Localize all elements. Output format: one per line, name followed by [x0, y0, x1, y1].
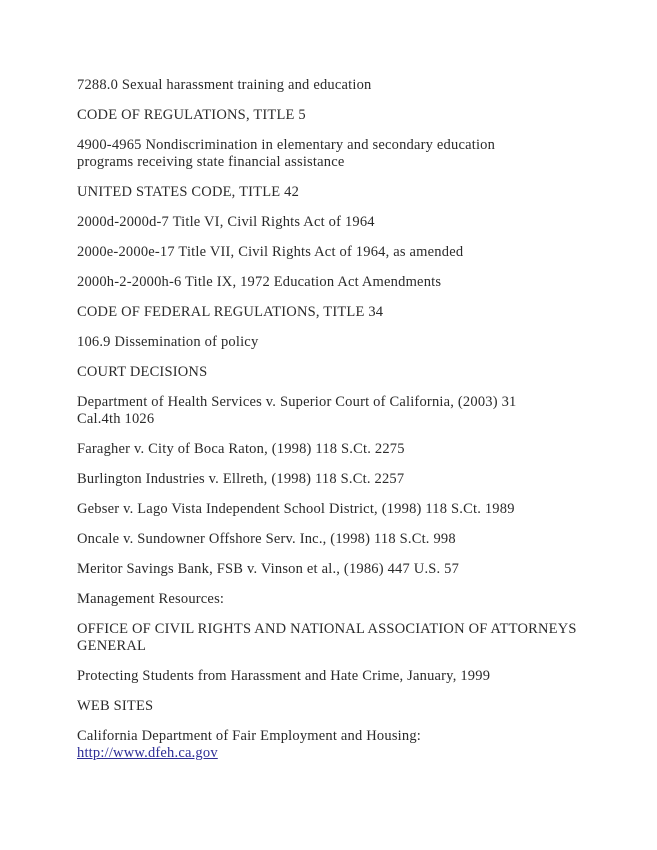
text-line: Cal.4th 1026	[77, 411, 155, 427]
text-line: OFFICE OF CIVIL RIGHTS AND NATIONAL ASSOCIATION OF ATTORNEYS	[77, 621, 577, 637]
text-line: 4900-4965 Nondiscrimination in elementary and secondary education	[77, 137, 496, 153]
text-line: Burlington Industries v. Ellreth, (1998) 118 S.Ct. 2257	[77, 471, 405, 487]
heading-cfr-title34	[77, 304, 617, 321]
text-line: CODE OF FEDERAL REGULATIONS, TITLE 34	[77, 304, 384, 320]
text-line: 106.9 Dissemination of policy	[77, 334, 259, 350]
paragraph-statute-4900-4965	[77, 137, 617, 171]
paragraph-website-dfeh	[77, 728, 617, 762]
text-line: Meritor Savings Bank, FSB v. Vinson et al., (1986) 447 U.S. 57	[77, 561, 460, 577]
document-text-block	[77, 77, 617, 775]
paragraph-case-meritor	[77, 561, 617, 578]
heading-web-sites	[77, 698, 617, 715]
paragraph-case-dept-health-services	[77, 394, 617, 428]
text-line: Management Resources:	[77, 591, 225, 607]
dfeh-website-link[interactable]: http://www.dfeh.ca.gov	[77, 745, 218, 761]
text-line: Gebser v. Lago Vista Independent School District, (1998) 118 S.Ct. 1989	[77, 501, 515, 517]
text-line: 7288.0 Sexual harassment training and education	[77, 77, 372, 93]
heading-code-of-regulations-title5	[77, 107, 617, 124]
text-line: CODE OF REGULATIONS, TITLE 5	[77, 107, 306, 123]
paragraph-statute-7288	[77, 77, 617, 94]
text-line: GENERAL	[77, 638, 147, 654]
paragraph-case-oncale	[77, 531, 617, 548]
text-line: Oncale v. Sundowner Offshore Serv. Inc., (1998) 118 S.Ct. 998	[77, 531, 456, 547]
paragraph-statute-106-9	[77, 334, 617, 351]
heading-court-decisions	[77, 364, 617, 381]
text-line: UNITED STATES CODE, TITLE 42	[77, 184, 300, 200]
text-line: Faragher v. City of Boca Raton, (1998) 118 S.Ct. 2275	[77, 441, 405, 457]
heading-ocr-naag	[77, 621, 617, 655]
paragraph-case-gebser	[77, 501, 617, 518]
text-line: programs receiving state financial assistance	[77, 154, 345, 170]
heading-us-code-title42	[77, 184, 617, 201]
paragraph-resource-protecting-students	[77, 668, 617, 685]
text-line: 2000d-2000d-7 Title VI, Civil Rights Act of 1964	[77, 214, 375, 230]
text-line: WEB SITES	[77, 698, 154, 714]
label-management-resources	[77, 591, 617, 608]
text-line: California Department of Fair Employment and Housing:	[77, 728, 422, 744]
paragraph-statute-2000e	[77, 244, 617, 261]
text-line: 2000h-2-2000h-6 Title IX, 1972 Education Act Amendments	[77, 274, 442, 290]
text-line: 2000e-2000e-17 Title VII, Civil Rights Act of 1964, as amended	[77, 244, 464, 260]
text-line: COURT DECISIONS	[77, 364, 208, 380]
text-line: Department of Health Services v. Superior Court of California, (2003) 31	[77, 394, 517, 410]
paragraph-case-burlington	[77, 471, 617, 488]
text-line: Protecting Students from Harassment and Hate Crime, January, 1999	[77, 668, 491, 684]
paragraph-case-faragher	[77, 441, 617, 458]
paragraph-statute-2000d	[77, 214, 617, 231]
paragraph-statute-2000h	[77, 274, 617, 291]
